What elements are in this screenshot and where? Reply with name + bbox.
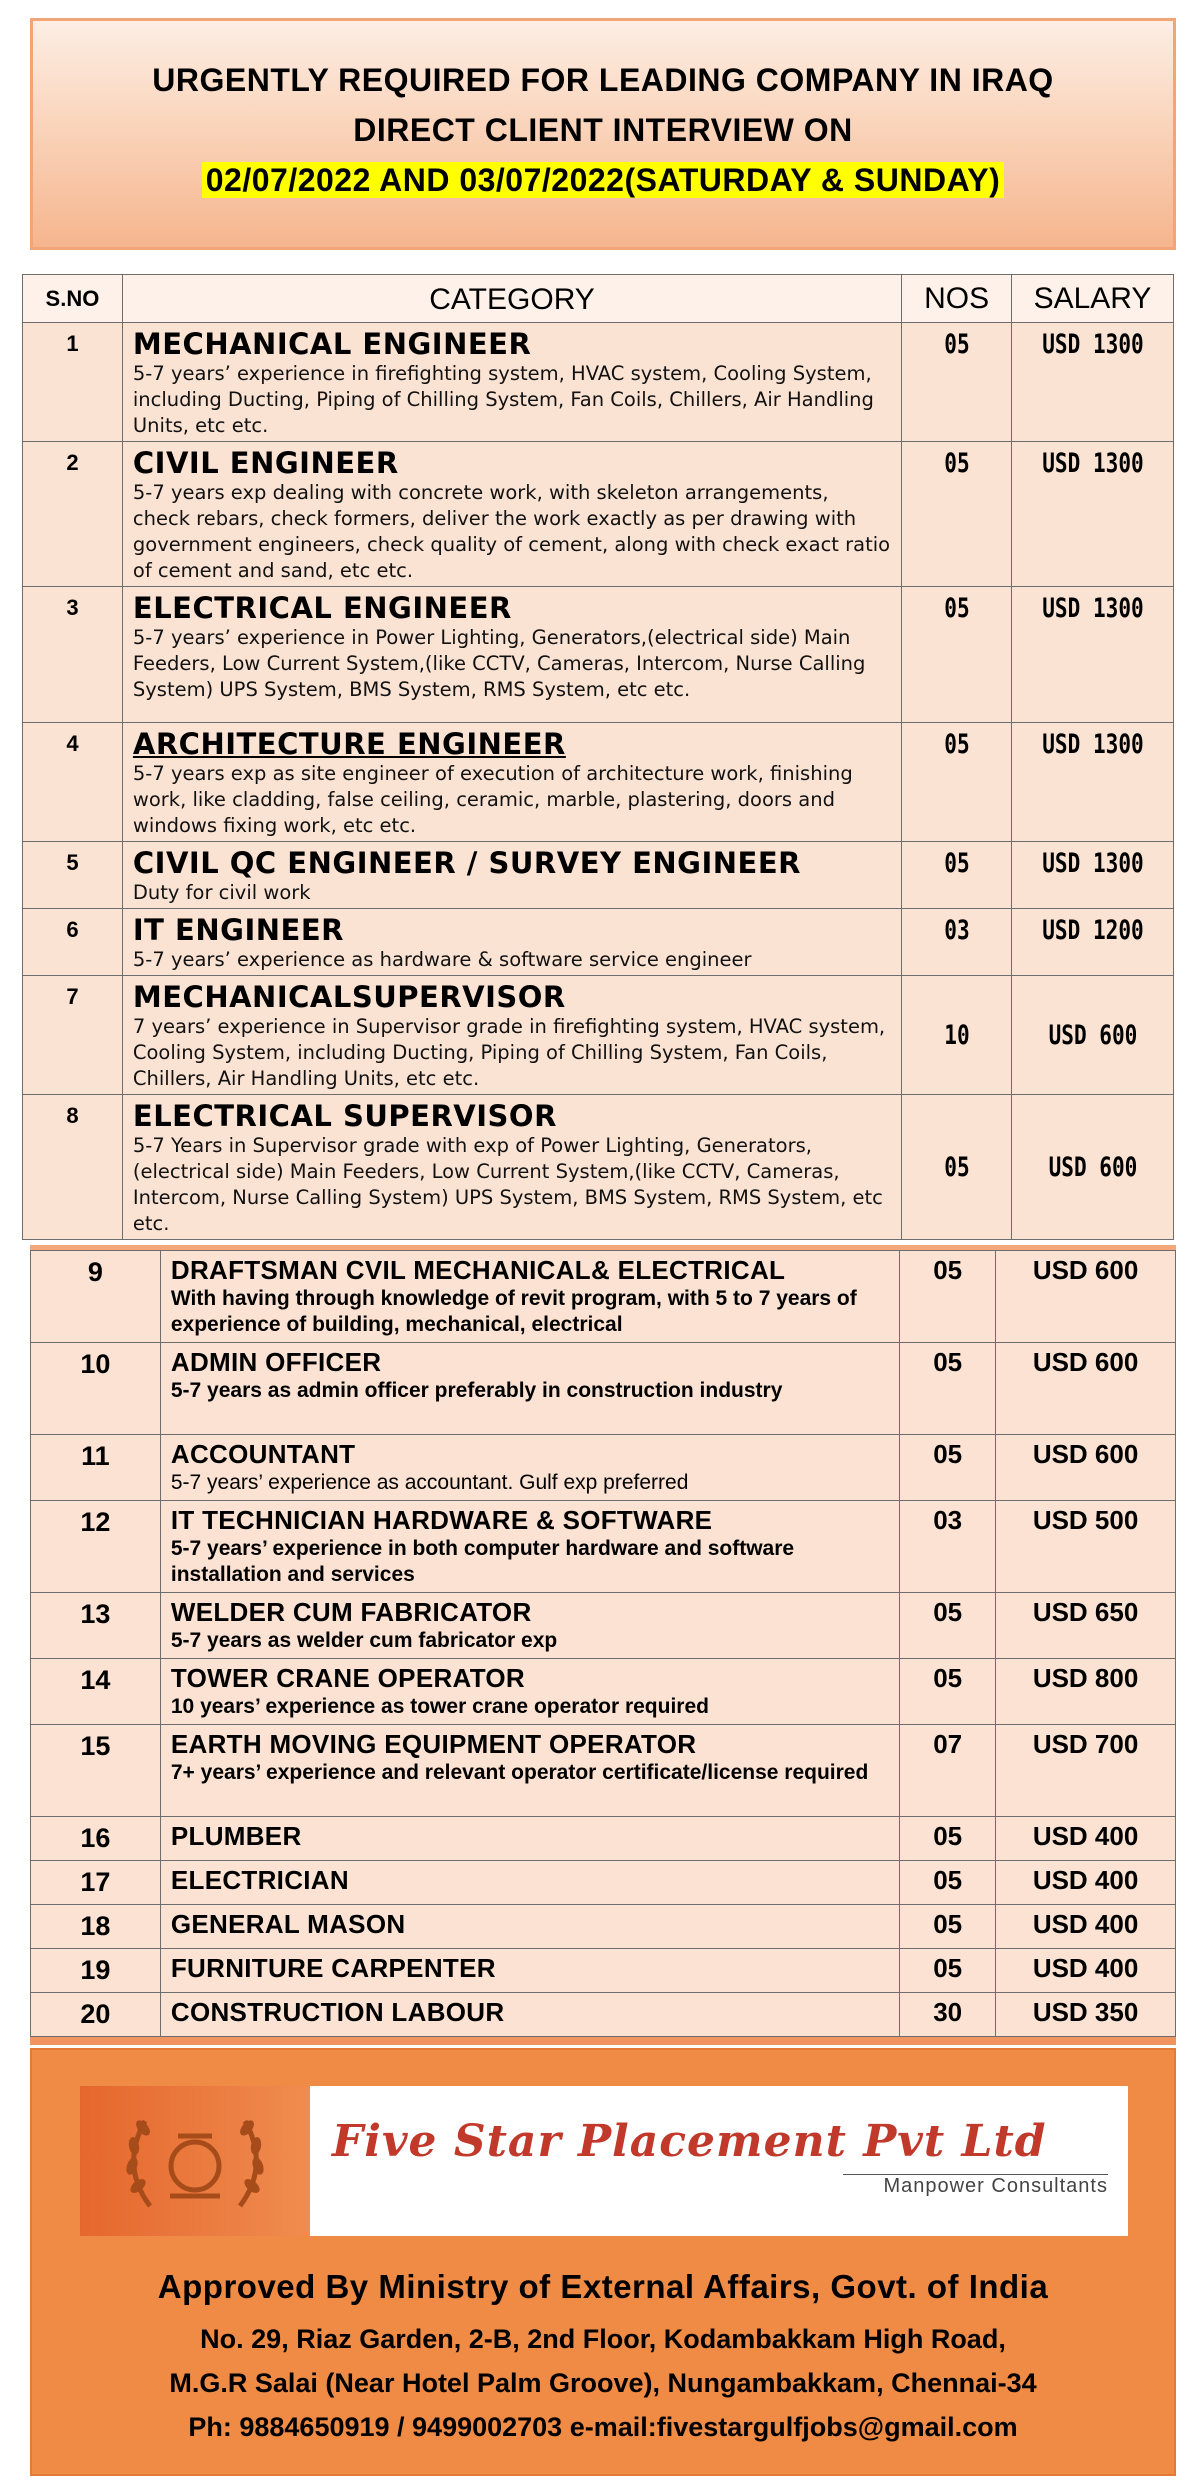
table-row — [31, 1905, 1176, 1949]
row-salary: USD 600 — [996, 1343, 1176, 1435]
table-row — [23, 976, 1174, 1095]
address-line-2: M.G.R Salai (Near Hotel Palm Groove), Nungambakkam, Chennai-34 — [169, 2368, 1037, 2398]
table-row — [31, 1343, 1176, 1435]
row-nos: 05 — [914, 842, 1000, 909]
row-nos: 05 — [900, 1435, 996, 1501]
contact-line: Ph: 9884650919 / 9499002703 e-mail:fivestargulfjobs@gmail.com — [188, 2412, 1018, 2442]
job-title: MECHANICALSUPERVISOR — [132, 980, 566, 1014]
row-salary: USD 1300 — [1029, 842, 1155, 909]
footer — [30, 2048, 1176, 2476]
row-salary: USD 1300 — [1029, 723, 1155, 842]
row-salary: USD 350 — [996, 1993, 1176, 2037]
company-logo-box — [80, 2086, 1128, 2236]
row-nos: 05 — [900, 1905, 996, 1949]
row-sno: 19 — [31, 1949, 161, 1993]
row-nos: 05 — [914, 587, 1000, 723]
header-line-1: URGENTLY REQUIRED FOR LEADING COMPANY IN IRAQ — [152, 62, 1054, 98]
row-category — [122, 723, 901, 842]
approval-text: Approved By Ministry of External Affairs, Govt. of India — [157, 2268, 1049, 2305]
job-title: ARCHITECTURE ENGINEER — [132, 727, 566, 761]
company-name: Five Star Placement Pvt Ltd — [332, 2116, 1047, 2167]
job-description: Duty for civil work — [132, 881, 311, 904]
table-row — [31, 1251, 1176, 1343]
table-row — [23, 842, 1174, 909]
table-row — [31, 1659, 1176, 1725]
row-nos: 05 — [914, 1095, 1000, 1240]
row-salary: USD 700 — [996, 1725, 1176, 1817]
job-description: 5-7 years as welder cum fabricator exp — [170, 1629, 558, 1652]
row-category — [160, 1993, 899, 2037]
row-category — [122, 1095, 901, 1240]
job-description: 5-7 years’ experience in firefighting system, HVAC system, Cooling System, including Ducting, Piping of Chilling System, Fan Coils, Chillers, Air Handling Units, etc etc. — [132, 362, 874, 437]
job-description: 5-7 years’ experience in both computer hardware and software installation and services — [170, 1537, 795, 1586]
table-row — [31, 1817, 1176, 1861]
row-salary: USD 1200 — [1029, 909, 1155, 976]
row-category — [160, 1501, 899, 1593]
job-title: GENERAL MASON — [170, 1909, 406, 1939]
row-sno: 1 — [23, 323, 123, 442]
row-nos: 10 — [914, 976, 1000, 1095]
table-row — [31, 1593, 1176, 1659]
row-sno: 17 — [31, 1861, 161, 1905]
row-category — [160, 1861, 899, 1905]
job-title: ELECTRICAL SUPERVISOR — [132, 1099, 557, 1133]
job-description: 10 years’ experience as tower crane operator required — [170, 1695, 709, 1718]
company-tagline: Manpower Consultants — [843, 2174, 1108, 2198]
row-nos: 05 — [900, 1949, 996, 1993]
row-category — [160, 1725, 899, 1817]
job-description: With having through knowledge of revit program, with 5 to 7 years of experience of building, mechanical, electrical — [170, 1287, 857, 1336]
row-sno: 2 — [23, 442, 123, 587]
job-title: FURNITURE CARPENTER — [170, 1953, 496, 1983]
table-row — [23, 1095, 1174, 1240]
row-sno: 14 — [31, 1659, 161, 1725]
row-salary: USD 400 — [996, 1949, 1176, 1993]
job-title: ADMIN OFFICER — [170, 1347, 382, 1377]
row-nos: 03 — [914, 909, 1000, 976]
job-description: 5-7 Years in Supervisor grade with exp of Power Lighting, Generators,(electrical side) Main Feeders, Low Current System,(like CCTV, Cameras, Intercom, Nurse Calling System) UPS System, BMS System, RMS System, etc etc. — [132, 1134, 883, 1235]
job-title: ELECTRICAL ENGINEER — [132, 591, 512, 625]
row-category — [122, 842, 901, 909]
jobs-table-upper — [22, 274, 1174, 1240]
job-title: IT TECHNICIAN HARDWARE & SOFTWARE — [170, 1505, 713, 1535]
job-title: IT ENGINEER — [132, 913, 344, 947]
table-row — [31, 1949, 1176, 1993]
table-row — [23, 442, 1174, 587]
header-nos: NOS — [902, 275, 1012, 323]
table-row — [23, 909, 1174, 976]
table-row — [31, 1725, 1176, 1817]
job-title: DRAFTSMAN CVIL MECHANICAL& ELECTRICAL — [170, 1255, 786, 1285]
row-sno: 8 — [23, 1095, 123, 1240]
row-sno: 4 — [23, 723, 123, 842]
row-salary: USD 1300 — [1029, 587, 1155, 723]
row-nos: 30 — [900, 1993, 996, 2037]
row-category — [160, 1593, 899, 1659]
row-category — [160, 1817, 899, 1861]
row-sno: 20 — [31, 1993, 161, 2037]
job-description: 5-7 years’ experience as accountant. Gulf exp preferred — [170, 1471, 689, 1494]
row-sno: 7 — [23, 976, 123, 1095]
row-salary: USD 600 — [996, 1435, 1176, 1501]
row-category — [122, 909, 901, 976]
row-sno: 10 — [31, 1343, 161, 1435]
header-category: CATEGORY — [122, 275, 901, 323]
job-description: 5-7 years’ experience in Power Lighting, Generators,(electrical side) Main Feeders, Low Current System,(like CCTV, Cameras, Intercom, Nurse Calling System) UPS System, BMS System, RMS System, etc etc. — [132, 626, 866, 701]
row-category — [122, 587, 901, 723]
job-title: CIVIL QC ENGINEER / SURVEY ENGINEER — [132, 846, 801, 880]
row-salary: USD 500 — [996, 1501, 1176, 1593]
row-category — [160, 1343, 899, 1435]
row-nos: 07 — [900, 1725, 996, 1817]
row-salary: USD 400 — [996, 1817, 1176, 1861]
row-nos: 05 — [900, 1817, 996, 1861]
row-sno: 15 — [31, 1725, 161, 1817]
header-line-2: DIRECT CLIENT INTERVIEW ON — [353, 112, 853, 148]
row-salary: USD 400 — [996, 1861, 1176, 1905]
row-nos: 05 — [900, 1343, 996, 1435]
table-row — [23, 723, 1174, 842]
row-salary: USD 600 — [1029, 976, 1155, 1095]
jobs-table-lower — [30, 1250, 1176, 2037]
row-sno: 6 — [23, 909, 123, 976]
laurel-emblem-icon — [80, 2086, 310, 2236]
row-category — [122, 323, 901, 442]
job-title: ACCOUNTANT — [170, 1439, 356, 1469]
row-sno: 11 — [31, 1435, 161, 1501]
row-sno: 5 — [23, 842, 123, 909]
row-nos: 05 — [900, 1861, 996, 1905]
job-title: EARTH MOVING EQUIPMENT OPERATOR — [170, 1729, 697, 1759]
table-header-row — [23, 275, 1174, 323]
header-salary: SALARY — [1012, 275, 1174, 323]
row-category — [160, 1435, 899, 1501]
row-category — [122, 976, 901, 1095]
job-title: MECHANICAL ENGINEER — [132, 327, 532, 361]
row-sno: 9 — [31, 1251, 161, 1343]
row-salary: USD 1300 — [1029, 323, 1155, 442]
row-sno: 3 — [23, 587, 123, 723]
row-sno: 18 — [31, 1905, 161, 1949]
table-row — [31, 1435, 1176, 1501]
job-title: CIVIL ENGINEER — [132, 446, 399, 480]
row-sno: 13 — [31, 1593, 161, 1659]
row-sno: 12 — [31, 1501, 161, 1593]
job-title: PLUMBER — [170, 1821, 302, 1851]
table-row — [31, 1993, 1176, 2037]
job-description: 5-7 years as admin officer preferably in construction industry — [170, 1379, 783, 1402]
job-description: 7+ years’ experience and relevant operator certificate/license required — [170, 1761, 869, 1784]
row-salary: USD 800 — [996, 1659, 1176, 1725]
table-row — [23, 323, 1174, 442]
row-sno: 16 — [31, 1817, 161, 1861]
job-description: 5-7 years exp dealing with concrete work, with skeleton arrangements, check rebars, check formers, deliver the work exactly as per drawing with government engineers, check quality of cement, along with check exact ratio of cement and sand, etc etc. — [132, 481, 891, 582]
row-nos: 05 — [914, 323, 1000, 442]
row-nos: 05 — [914, 723, 1000, 842]
row-salary: USD 1300 — [1029, 442, 1155, 587]
row-salary: USD 600 — [1029, 1095, 1155, 1240]
row-category — [160, 1659, 899, 1725]
row-nos: 05 — [900, 1251, 996, 1343]
header-line-3 — [33, 155, 1173, 205]
job-description: 5-7 years exp as site engineer of execution of architecture work, finishing work, like cladding, false ceiling, ceramic, marble, plastering, doors and windows fixing work, etc etc. — [132, 762, 853, 837]
row-salary: USD 600 — [996, 1251, 1176, 1343]
row-category — [160, 1949, 899, 1993]
row-nos: 05 — [914, 442, 1000, 587]
job-description: 7 years’ experience in Supervisor grade in firefighting system, HVAC system, Cooling System, including Ducting, Piping of Chilling System, Fan Coils, Chillers, Air Handling Units, etc etc. — [132, 1015, 886, 1090]
row-category — [160, 1905, 899, 1949]
row-category — [122, 442, 901, 587]
table-row — [23, 587, 1174, 723]
row-nos: 05 — [900, 1593, 996, 1659]
job-description: 5-7 years’ experience as hardware & software service engineer — [132, 948, 752, 971]
table-row — [31, 1501, 1176, 1593]
row-salary: USD 650 — [996, 1593, 1176, 1659]
job-title: TOWER CRANE OPERATOR — [170, 1663, 526, 1693]
job-title: CONSTRUCTION LABOUR — [170, 1997, 505, 2027]
row-salary: USD 400 — [996, 1905, 1176, 1949]
job-title: ELECTRICIAN — [170, 1865, 349, 1895]
job-title: WELDER CUM FABRICATOR — [170, 1597, 532, 1627]
row-category — [160, 1251, 899, 1343]
row-nos: 03 — [900, 1501, 996, 1593]
address-line-1: No. 29, Riaz Garden, 2-B, 2nd Floor, Kodambakkam High Road, — [200, 2324, 1006, 2354]
header-banner — [30, 18, 1176, 250]
table-row — [31, 1861, 1176, 1905]
header-sno: S.NO — [23, 275, 123, 323]
row-nos: 05 — [900, 1659, 996, 1725]
interview-dates: 02/07/2022 AND 03/07/2022(SATURDAY & SUNDAY) — [202, 162, 1005, 198]
